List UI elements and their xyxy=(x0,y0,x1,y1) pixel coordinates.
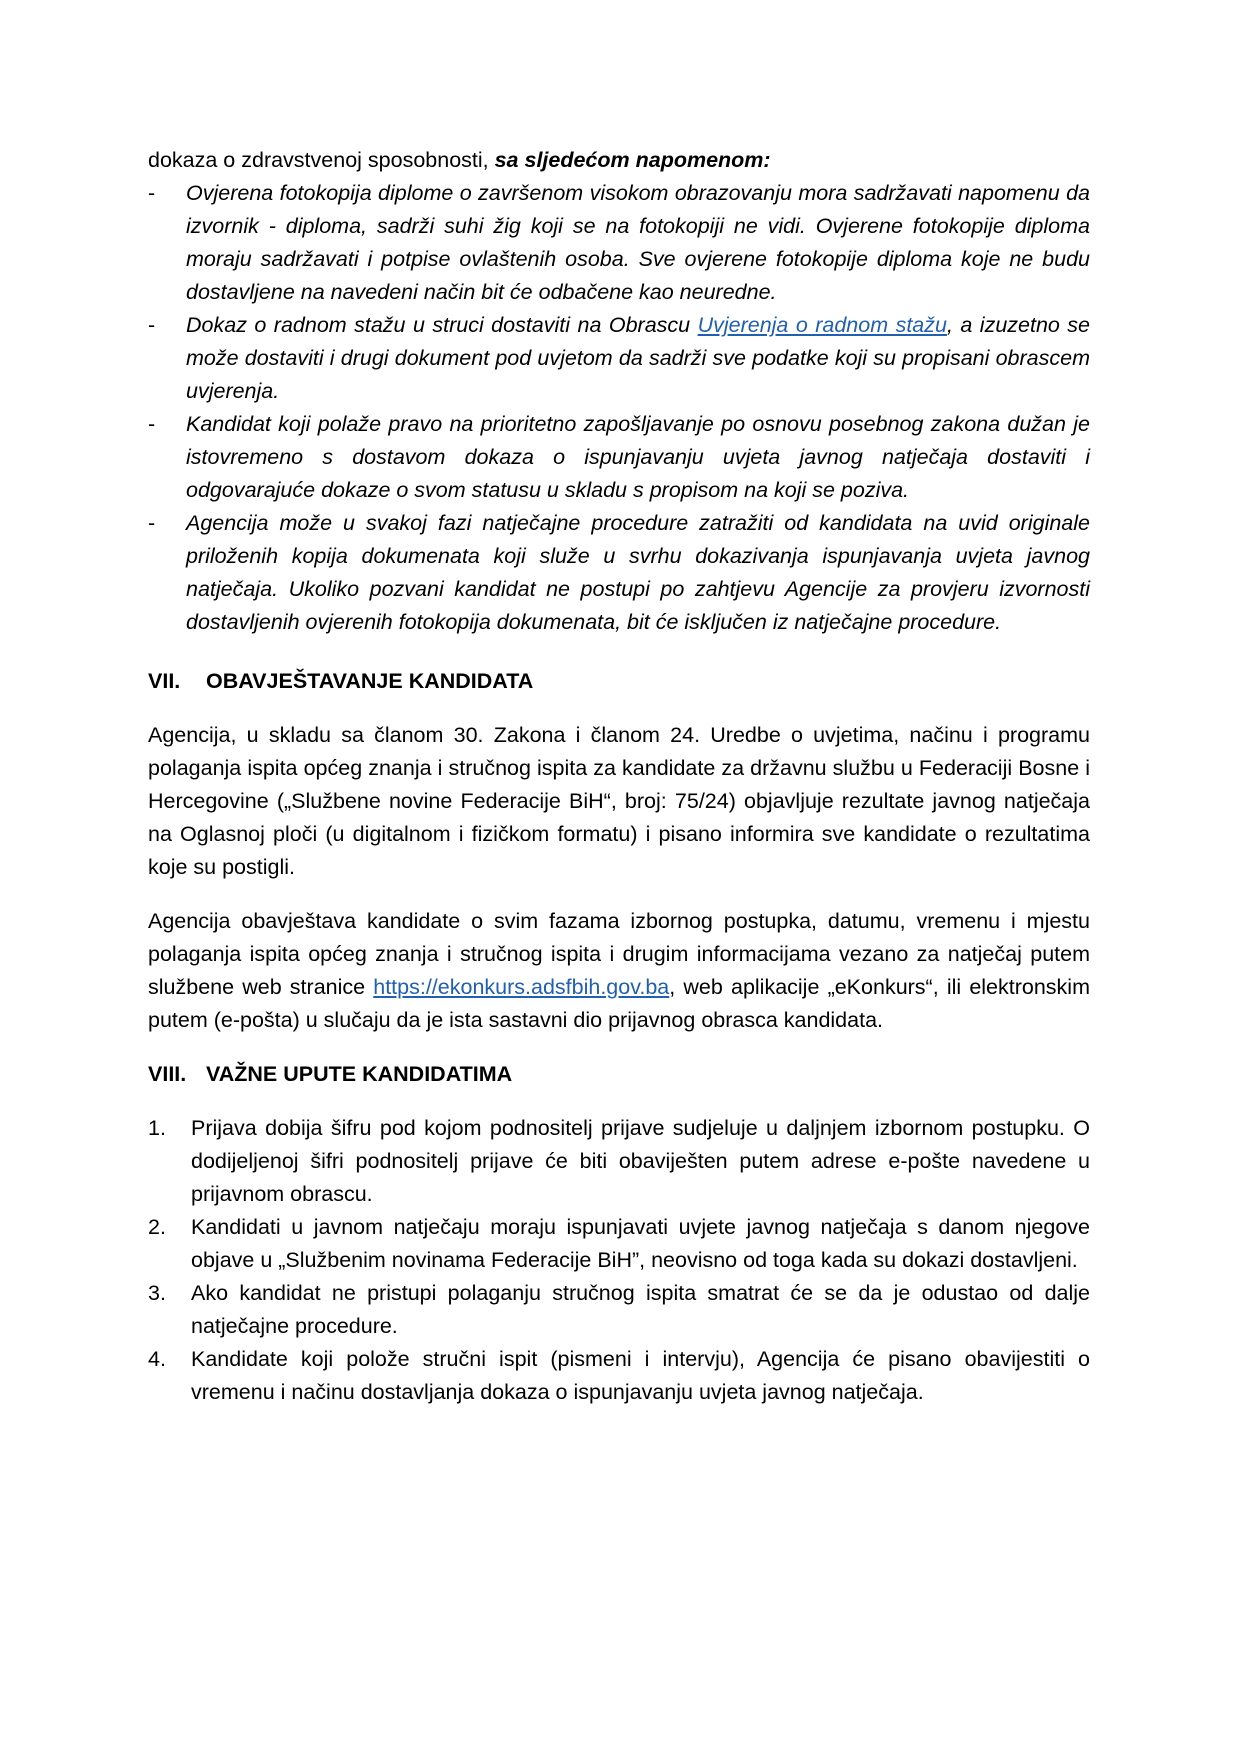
note-text: Dokaz o radnom stažu u struci dostaviti na Obrascu xyxy=(186,313,698,337)
instruction-text: Ako kandidat ne pristupi polaganju stručnog ispita smatrat će se da je odustao od dalje natječajne procedure. xyxy=(191,1281,1090,1338)
section-heading-viii xyxy=(148,1058,1090,1091)
note-text: Kandidat koji polaže pravo na prioritetno zapošljavanje po osnovu posebnog zakona dužan je istovremeno s dostavom dokaza o ispunjavanju uvjeta javnog natječaja dostaviti i odgovarajuće dokaze o svom statusu u skladu s propisom na koji se poziva. xyxy=(186,412,1090,502)
item-number: 3. xyxy=(148,1281,166,1305)
instruction-item xyxy=(148,1211,1090,1277)
instruction-text: Kandidati u javnom natječaju moraju ispunjavati uvjete javnog natječaja s danom njegove objave u „Službenim novinama Federacije BiH”, neovisno od toga kada su dokazi dostavljeni. xyxy=(191,1215,1090,1272)
list-dash: - xyxy=(148,511,156,535)
instructions-list xyxy=(148,1112,1090,1409)
instruction-item xyxy=(148,1277,1090,1343)
item-number: 4. xyxy=(148,1347,166,1371)
section-title: OBAVJEŠTAVANJE KANDIDATA xyxy=(206,669,534,693)
list-dash: - xyxy=(148,412,156,436)
ekonkurs-website-link[interactable]: https://ekonkurs.adsfbih.gov.ba xyxy=(373,975,670,999)
note-text: Ovjerena fotokopija diplome o završenom visokom obrazovanju mora sadržavati napomenu da izvornik - diploma, sadrži suhi žig koji se na fotokopiji ne vidi. Ovjerene fotokopije diploma moraju sadržavati i potpise ovlaštenih osoba. Sve ovjerene fotokopije diploma koje ne budu dostavljene na navedeni način bit će odbačene kao neuredne. xyxy=(186,181,1090,304)
intro-paragraph xyxy=(148,144,1090,177)
note-item xyxy=(148,309,1090,408)
list-dash: - xyxy=(148,181,156,205)
intro-text: dokaza o zdravstvenoj sposobnosti, xyxy=(148,148,495,172)
paragraph-text: , web aplikacije „eKonkurs“, ili elektronskim putem (e-pošta) u slučaju da je ista sastavni dio prijavnog obrasca kandidata. xyxy=(148,975,1090,1032)
section-vii-paragraph-2 xyxy=(148,905,1090,1037)
section-vii-paragraph-1: Agencija, u skladu sa članom 30. Zakona i članom 24. Uredbe o uvjetima, načinu i programu polaganja ispita općeg znanja i stručnog ispita za kandidate za državnu službu u Federaciji Bosne i Hercegovine („Službene novine Federacije BiH“, broj: 75/24) objavljuje rezultate javnog natječaja na Oglasnoj ploči (u digitalnom i fizičkom formatu) i pisano informira sve kandidate o rezultatima koje su postigli. xyxy=(148,723,1090,879)
work-experience-certificate-link[interactable]: Uvjerenja o radnom stažu xyxy=(697,313,947,337)
document-page xyxy=(148,144,1090,1409)
section-title: VAŽNE UPUTE KANDIDATIMA xyxy=(206,1062,513,1086)
section-heading-vii xyxy=(148,665,1090,698)
instruction-text: Kandidate koji polože stručni ispit (pismeni i intervju), Agencija će pisano obavijestiti o vremenu i načinu dostavljanja dokaza o ispunjavanju uvjeta javnog natječaja. xyxy=(191,1347,1090,1404)
section-number: VIII. xyxy=(148,1062,187,1086)
item-number: 2. xyxy=(148,1215,166,1239)
intro-bold-note: sa sljedećom napomenom: xyxy=(494,148,771,172)
note-item xyxy=(148,408,1090,507)
instruction-item xyxy=(148,1112,1090,1211)
note-item xyxy=(148,507,1090,639)
note-text: , a izuzetno se može dostaviti i drugi dokument pod uvjetom da sadrži sve podatke koji su propisani obrascem uvjerenja. xyxy=(186,313,1091,403)
list-dash: - xyxy=(148,313,156,337)
notes-list xyxy=(148,177,1090,639)
section-number: VII. xyxy=(148,669,181,693)
note-item xyxy=(148,177,1090,309)
note-text: Agencija može u svakoj fazi natječajne procedure zatražiti od kandidata na uvid originale priloženih kopija dokumenata koji služe u svrhu dokazivanja ispunjavanja uvjeta javnog natječaja. Ukoliko pozvani kandidat ne postupi po zahtjevu Agencije za provjeru izvornosti dostavljenih ovjerenih fotokopija dokumenata, bit će isključen iz natječajne procedure. xyxy=(186,511,1090,634)
instruction-text: Prijava dobija šifru pod kojom podnositelj prijave sudjeluje u daljnjem izbornom postupku. O dodijeljenoj šifri podnositelj prijave će biti obaviješten putem adrese e-pošte navedene u prijavnom obrascu. xyxy=(191,1116,1090,1206)
item-number: 1. xyxy=(148,1116,166,1140)
paragraph-text: Agencija obavještava kandidate o svim fazama izbornog postupka, datumu, vremenu i mjestu polaganja ispita općeg znanja i stručnog ispita i drugim informacijama vezano za natječaj putem službene web stranice xyxy=(148,909,1090,999)
instruction-item xyxy=(148,1343,1090,1409)
